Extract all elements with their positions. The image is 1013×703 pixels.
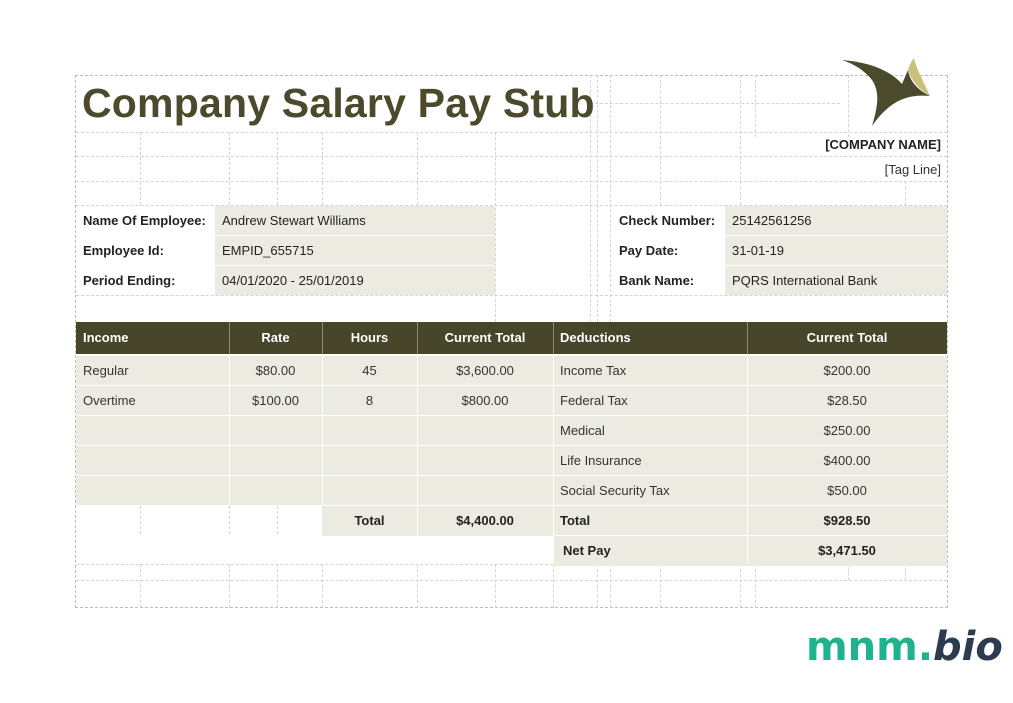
rate-header: Rate: [261, 330, 290, 345]
hours-header: Hours: [350, 330, 389, 345]
pay-date-value: 31-01-19: [725, 236, 947, 265]
hours-cell: 45: [322, 356, 417, 386]
deduction-name-cell: Federal Tax: [553, 386, 747, 416]
watermark-part-2: bio: [933, 624, 1003, 670]
deductions-total-label: Total: [553, 506, 747, 536]
income-cell: Overtime: [76, 386, 229, 416]
check-number-label: Check Number:: [619, 213, 716, 228]
empty-income-row: [76, 416, 553, 446]
total-cell: $3,600.00: [417, 356, 553, 386]
income-header: Income: [83, 330, 129, 345]
rate-cell: $80.00: [229, 356, 322, 386]
income-total-label: Total: [322, 506, 417, 536]
income-total-value: $4,400.00: [417, 506, 553, 536]
deduction-value-cell: $50.00: [747, 476, 947, 506]
deduction-value-cell: $200.00: [747, 356, 947, 386]
bank-name-label: Bank Name:: [619, 273, 695, 288]
deduction-name-cell: Income Tax: [553, 356, 747, 386]
deduction-value-cell: $250.00: [747, 416, 947, 446]
empty-income-row: [76, 446, 553, 476]
company-logo-icon: [838, 56, 934, 132]
net-pay-value: $3,471.50: [747, 536, 947, 566]
total-cell: $800.00: [417, 386, 553, 416]
deduction-value-cell: $28.50: [747, 386, 947, 416]
income-cell: Regular: [76, 356, 229, 386]
deductions-current-total-header: Current Total: [806, 330, 888, 345]
employee-name-label: Name Of Employee:: [83, 213, 206, 228]
pay-date-label: Pay Date:: [619, 243, 679, 258]
watermark-part-1: mnm.: [806, 624, 934, 670]
period-ending-label: Period Ending:: [83, 273, 176, 288]
rate-cell: $100.00: [229, 386, 322, 416]
check-number-value: 25142561256: [725, 206, 947, 235]
deductions-total-value: $928.50: [747, 506, 947, 536]
deduction-name-cell: Life Insurance: [553, 446, 747, 476]
deduction-name-cell: Social Security Tax: [553, 476, 747, 506]
period-ending-value: 04/01/2020 - 25/01/2019: [215, 266, 495, 295]
watermark-logo: [806, 624, 1003, 670]
deduction-name-cell: Medical: [553, 416, 747, 446]
employee-id-value: EMPID_655715: [215, 236, 495, 265]
company-name: [COMPANY NAME]: [825, 137, 941, 152]
page-title: Company Salary Pay Stub: [82, 80, 595, 126]
deduction-value-cell: $400.00: [747, 446, 947, 476]
tag-line: [Tag Line]: [884, 162, 941, 177]
bank-name-value: PQRS International Bank: [725, 266, 947, 295]
deductions-header: Deductions: [560, 330, 631, 345]
income-current-total-header: Current Total: [444, 330, 526, 345]
net-pay-label: Net Pay: [553, 536, 747, 566]
empty-income-row: [76, 476, 553, 506]
hours-cell: 8: [322, 386, 417, 416]
employee-id-label: Employee Id:: [83, 243, 164, 258]
employee-name-value: Andrew Stewart Williams: [215, 206, 495, 235]
